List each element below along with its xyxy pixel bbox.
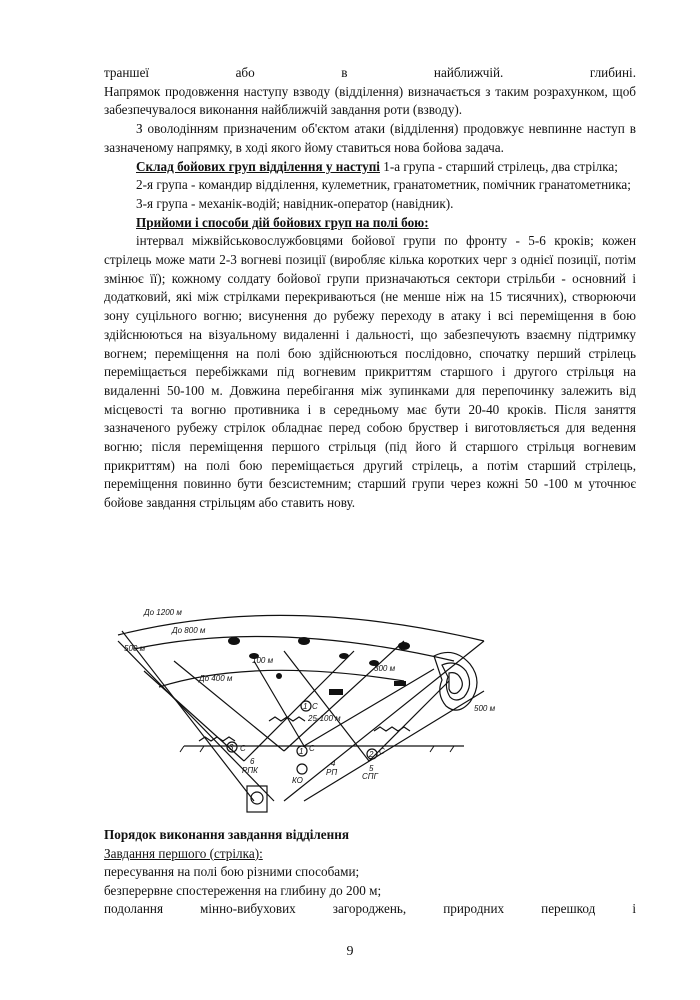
label-soldier-num: 2 [369,750,374,759]
label-rpk: РПК [242,766,258,775]
label-400: До 400 м [199,674,233,683]
sector-line [244,651,354,761]
list-item: подолання мінно-вибухових загороджень, природних перешкод і [104,901,636,917]
wire-obstacle [199,737,235,741]
diagram-svg [104,601,504,823]
section-heading: Прийоми і способи дій бойових груп на полі бою: [136,214,429,230]
list-item: пересування на полі бою різними способами; [104,864,360,880]
paragraph [104,158,636,177]
enemy-position [228,637,240,645]
text-run: 1-а група - старший стрілець, два стрілка; [379,158,618,174]
label-800: До 800 м [172,626,206,635]
enemy-position [298,637,310,645]
list-item: безперервне спостереження на глибину до 200 м; [104,882,382,898]
enemy-point [276,673,282,679]
label-spg: СПГ [362,772,378,781]
text-line: траншеї або в найближчій. глибині. [104,65,636,80]
enemy-vehicle [329,689,343,695]
label-100: 100 м [252,656,274,665]
paragraph: 2-я група - командир відділення, кулеметник, гранатометник, помічник гранатометника; [136,177,631,193]
enemy-position [339,653,349,659]
label-c: С [309,744,315,753]
label-soldier-num: 3 [229,743,234,752]
label-soldier-num: 1 [299,747,304,756]
section-heading: Порядок виконання завдання відділення [104,827,349,842]
paragraph: З оволодінням призначеним об'єктом атаки (відділення) продовжує невпинне наступ в зазначеному напрямку, в ході якого йому ставиться нова бойова задача. [104,121,636,155]
sector-line [304,669,434,746]
label-500-right: 500 м [474,704,496,713]
page-number: 9 [346,944,354,959]
tactical-diagram [104,601,504,823]
wire-obstacle [374,727,410,731]
section-heading: Склад бойових груп відділення у наступі [136,158,380,174]
task-order-section [104,826,636,919]
label-spg-num: 5 [369,764,374,773]
label-300: 300 м [374,664,396,673]
label-c: С [312,702,318,711]
label-ko: КО [292,776,303,785]
label-25-100: 25-100 м [308,714,341,723]
enemy-vehicle [394,681,406,686]
sector-line [284,651,369,761]
label-rpk-num: 6 [250,757,255,766]
soldier-marker [297,764,307,774]
label-c: С [240,744,246,753]
wire-obstacle [269,717,305,721]
label-c: С [379,747,385,756]
enemy-position [398,642,410,650]
paragraph: інтервал міжвійськовослужбовцями бойової групи по фронту - 5-6 кроків; кожен стрілець може мати 2-3 вогневі позиції (виробляє кілька коротких черг з однієї позиції, потім змінює її); кожному солдату бойової групи призначаються сектори стрільби - основний і додатковий, які між стрілками перекриваються (не менше ніж на 15 тисячних), створюючи зону суцільного вогню; висунення до рубежу переходу в атаку і всі переміщення в бою здійснюються на візуальному видаленні і дальності, що забезпечують взаємну підтримку вогнем; переміщення на полі бою здійснюються послідовно, спочатку перший стрілець переміщається перебіжками під вогневим прикриттям старшого і другого стрільця на видаленні 50-100 м. Довжина перебігання між зупинками для перепочинку залежить від місцевості та вогню противника і в середньому має бути 20-40 кроків. Після заняття зазначеного рубежу стрілок обладнає перед собою бруствер і виготовляється для ведення вогню; після переміщення першого стрільця (під його й старшого стрільця вогневим прикриттям) на полі бою переміщається другий стрілець, а потім старший стрілець, переміщення повинно бути безсистемним; старший групи через кожні 50 -100 м уточнює бойове завдання стрільцям або ставить нову. [104,233,636,511]
label-500-left: 500 м [124,644,146,653]
label-1200: До 1200 м [144,608,182,617]
paragraph: 3-я група - механік-водій; навідник-оператор (навідник). [136,195,454,211]
label-rp: РП [326,768,338,777]
sector-line [118,641,274,801]
contour-line [442,663,470,700]
sector-line [122,631,254,801]
contour-line [449,673,462,694]
subheading: Завдання першого (стрілка): [104,845,263,861]
vehicle-symbol [251,792,263,804]
document-body [104,64,636,513]
label-soldier-num: 1 [303,702,308,711]
paragraph: Напрямок продовження наступу взводу (відділення) визначається з таким розрахунком, щоб забезпечувалося виконання найближчій завдання роти (взводу). [104,83,636,118]
contour-line [434,652,477,710]
label-rp-num: 4 [331,759,336,768]
